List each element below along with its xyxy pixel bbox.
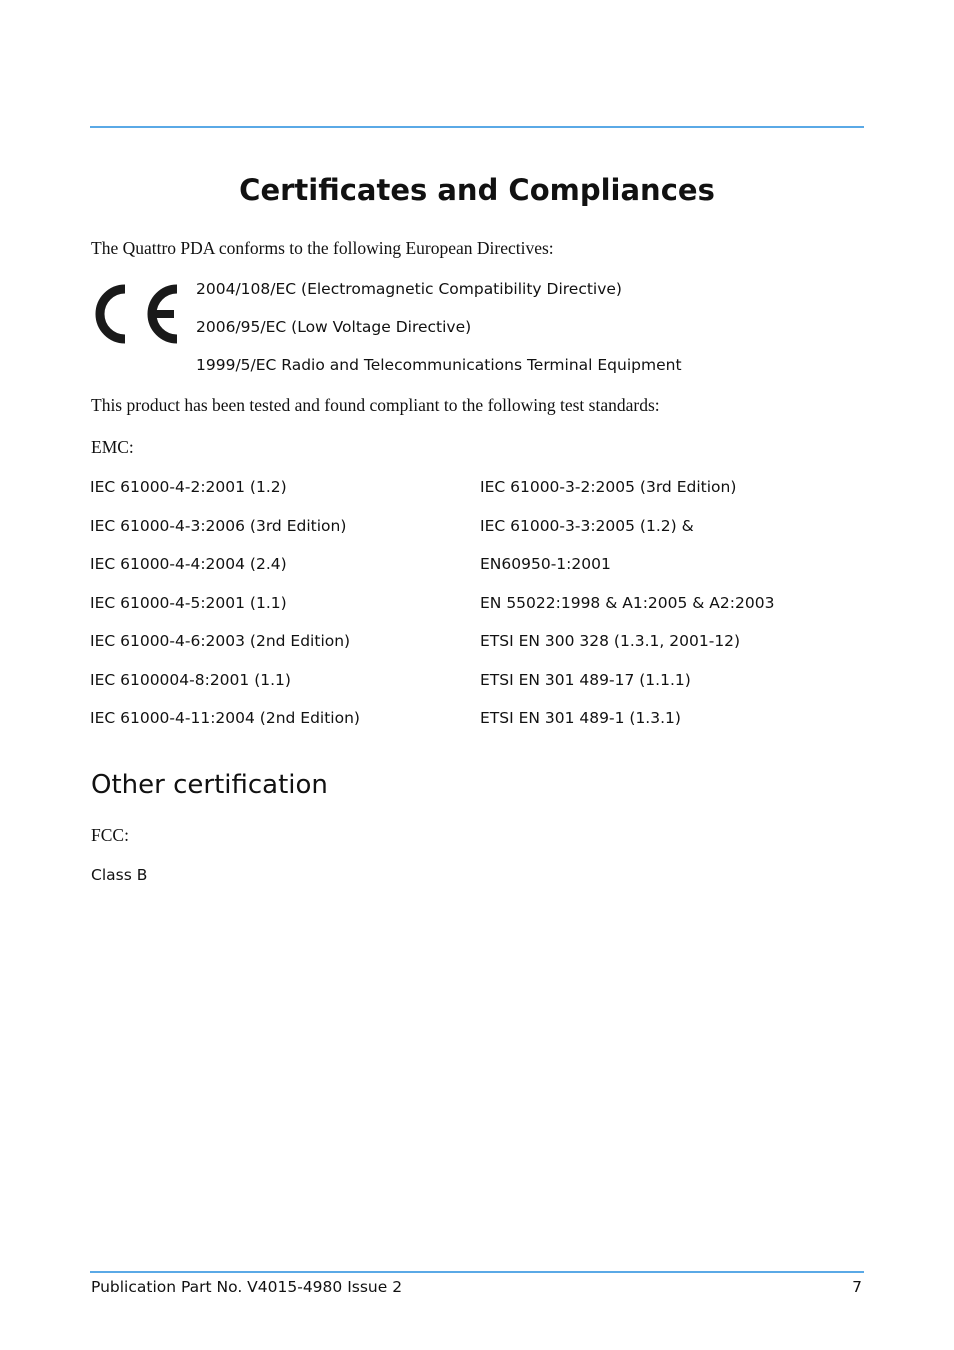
standard-right: IEC 61000-3-3:2005 (1.2) &	[480, 517, 694, 535]
fcc-class: Class B	[91, 866, 148, 884]
page-title: Certificates and Compliances	[239, 173, 715, 207]
intro-text: The Quattro PDA conforms to the following European Directives:	[91, 238, 554, 258]
directive-item: 2004/108/EC (Electromagnetic Compatibility Directive)	[196, 280, 622, 298]
footer-rule	[90, 1271, 864, 1273]
standard-left: IEC 61000-4-4:2004 (2.4)	[90, 555, 287, 573]
standard-right: ETSI EN 300 328 (1.3.1, 2001-12)	[480, 632, 741, 650]
footer-publication: Publication Part No. V4015-4980 Issue 2	[91, 1278, 403, 1296]
header-rule	[90, 126, 864, 128]
standard-right: EN 55022:1998 & A1:2005 & A2:2003	[480, 594, 775, 612]
standard-right: EN60950-1:2001	[480, 555, 611, 573]
emc-label: EMC:	[91, 437, 134, 457]
tested-statement: This product has been tested and found compliant to the following test standards:	[91, 395, 660, 415]
standard-left: IEC 61000-4-11:2004 (2nd Edition)	[90, 709, 360, 727]
other-certification-heading: Other certification	[91, 770, 328, 800]
standard-right: IEC 61000-3-2:2005 (3rd Edition)	[480, 478, 737, 496]
standard-left: IEC 61000-4-6:2003 (2nd Edition)	[90, 632, 351, 650]
standard-right: ETSI EN 301 489-17 (1.1.1)	[480, 671, 691, 689]
directive-item: 2006/95/EC (Low Voltage Directive)	[196, 318, 472, 336]
standard-right: ETSI EN 301 489-1 (1.3.1)	[480, 709, 681, 727]
standard-left: IEC 61000-4-5:2001 (1.1)	[90, 594, 287, 612]
standard-left: IEC 6100004-8:2001 (1.1)	[90, 671, 291, 689]
standard-left: IEC 61000-4-2:2001 (1.2)	[90, 478, 287, 496]
fcc-label: FCC:	[91, 825, 129, 845]
directive-item: 1999/5/EC Radio and Telecommunications Terminal Equipment	[196, 356, 682, 374]
ce-mark-icon	[92, 280, 184, 348]
footer-page-number: 7	[852, 1278, 862, 1296]
standard-left: IEC 61000-4-3:2006 (3rd Edition)	[90, 517, 347, 535]
